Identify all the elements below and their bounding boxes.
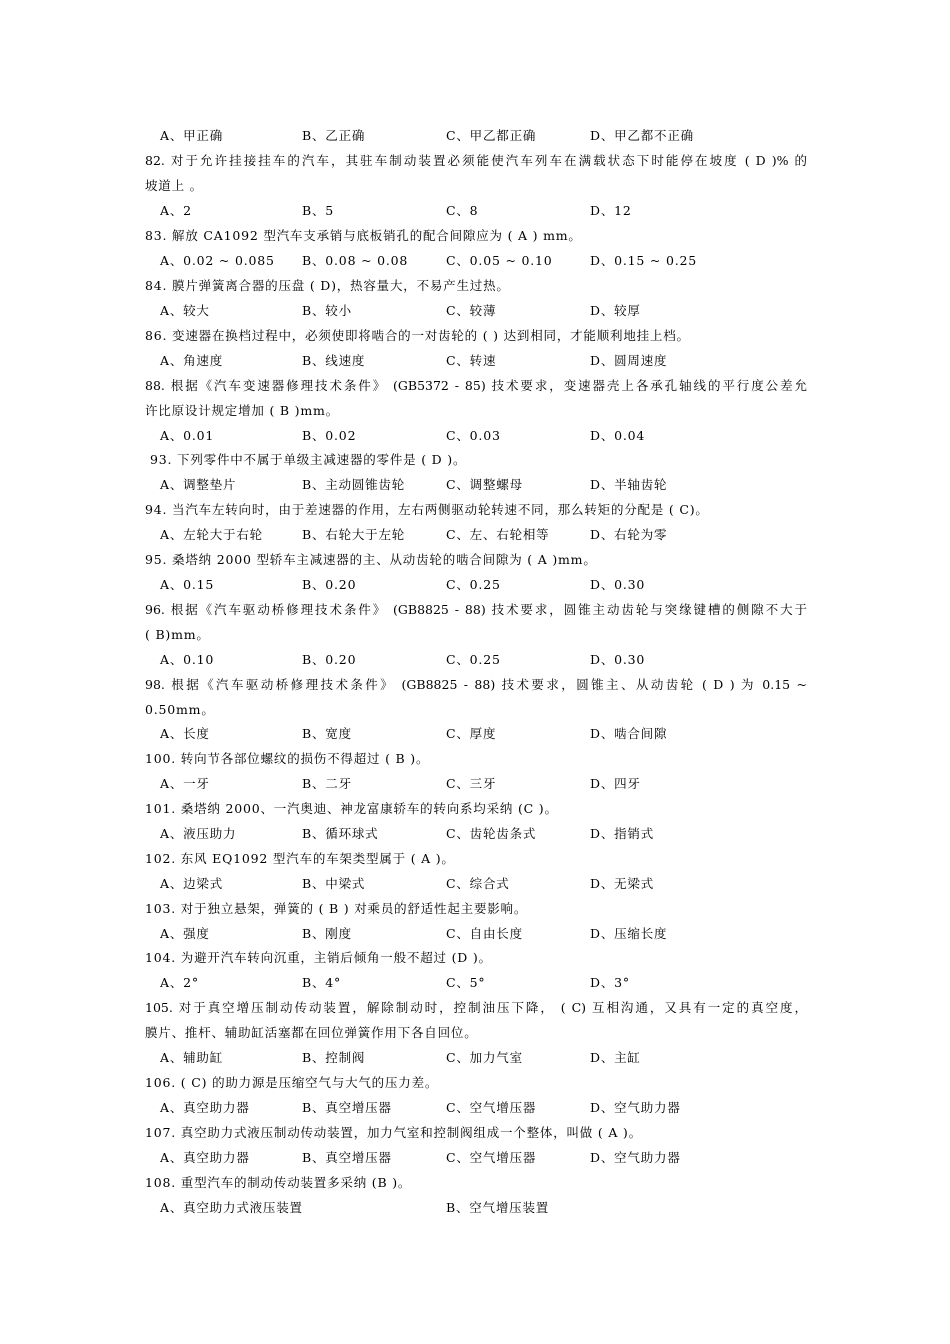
q101-stem-line-1 xyxy=(0,797,950,822)
q105-option-d: D、主缸 xyxy=(590,1050,641,1065)
q98-stem-continued: 0.50mm。 xyxy=(145,702,215,717)
q96-stem-line-1 xyxy=(0,598,950,623)
q88-stem-line-1 xyxy=(0,374,950,399)
q95-stem: 95. 桑塔纳 2000 型轿车主减速器的主、从动齿轮的啮合间隙为 ( A )mm。 xyxy=(145,552,597,567)
q86-option-c: C、转速 xyxy=(446,353,497,368)
q104-options xyxy=(0,971,950,996)
q105-stem-continued: 膜片、推杆、辅助缸活塞都在回位弹簧作用下各自回位。 xyxy=(145,1025,478,1040)
q94-options xyxy=(0,523,950,548)
q101-option-a: A、液压助力 xyxy=(160,826,237,841)
q105-stem-line-1 xyxy=(0,996,950,1021)
q88-option-a: A、0.01 xyxy=(160,428,215,443)
q102-options xyxy=(0,872,950,897)
q104-stem: 104. 为避开汽车转向沉重，主销后倾角一般不超过 (D )。 xyxy=(145,950,492,965)
q100-stem-line-1 xyxy=(0,747,950,772)
q82-option-a: A、2 xyxy=(160,203,192,218)
q88-stem-continued: 许比原设计规定增加 ( B )mm。 xyxy=(145,403,339,418)
q82-stem: 82. 对于允许挂接挂车的汽车，其驻车制动装置必须能使汽车列车在满载状态下时能停在坡度 ( D )% 的 xyxy=(145,153,807,168)
q108-options xyxy=(0,1196,950,1221)
q107-option-a: A、真空助力器 xyxy=(160,1150,250,1165)
q106-option-b: B、真空增压器 xyxy=(302,1100,392,1115)
q107-option-c: C、空气增压器 xyxy=(446,1150,537,1165)
q101-stem: 101. 桑塔纳 2000、一汽奥迪、神龙富康轿车的转向系均采纳 (C )。 xyxy=(145,801,558,816)
q106-option-c: C、空气增压器 xyxy=(446,1100,537,1115)
q102-option-d: D、无梁式 xyxy=(590,876,655,891)
q96-options xyxy=(0,648,950,673)
q88-stem-line-2 xyxy=(0,399,950,424)
q102-option-b: B、中梁式 xyxy=(302,876,366,891)
q84-stem: 84. 膜片弹簧离合器的压盘 ( D)，热容量大，不易产生过热。 xyxy=(145,278,510,293)
q94-stem-line-1 xyxy=(0,498,950,523)
q103-option-a: A、强度 xyxy=(160,926,210,941)
q98-stem-line-1 xyxy=(0,673,950,698)
q94-stem: 94. 当汽车左转向时，由于差速器的作用，左右两侧驱动轮转速不同，那么转矩的分配是 ( C)。 xyxy=(145,502,709,517)
q106-option-d: D、空气助力器 xyxy=(590,1100,681,1115)
q95-option-c: C、0.25 xyxy=(446,577,501,592)
q95-options xyxy=(0,573,950,598)
q105-option-b: B、控制阀 xyxy=(302,1050,366,1065)
q82-stem-line-2 xyxy=(0,174,950,199)
q107-options xyxy=(0,1146,950,1171)
q93-option-d: D、半轴齿轮 xyxy=(590,477,668,492)
q96-option-c: C、0.25 xyxy=(446,652,501,667)
q96-option-a: A、0.10 xyxy=(160,652,215,667)
q83-option-a: A、0.02 ~ 0.085 xyxy=(160,253,275,268)
q88-option-c: C、0.03 xyxy=(446,428,501,443)
q82-option-d: D、12 xyxy=(590,203,632,218)
q84-option-c: C、较薄 xyxy=(446,303,497,318)
q86-stem: 86. 变速器在换档过程中，必须使即将啮合的一对齿轮的 ( ) 达到相同，才能顺利地挂上档。 xyxy=(145,328,690,343)
q100-option-d: D、四牙 xyxy=(590,776,641,791)
q94-option-a: A、左轮大于右轮 xyxy=(160,527,263,542)
q107-option-b: B、真空增压器 xyxy=(302,1150,392,1165)
q86-option-a: A、角速度 xyxy=(160,353,224,368)
q103-stem-line-1 xyxy=(0,897,950,922)
q86-options xyxy=(0,349,950,374)
q98-option-d: D、啮合间隙 xyxy=(590,726,668,741)
q103-stem: 103. 对于独立悬架，弹簧的 ( B ) 对乘员的舒适性起主要影响。 xyxy=(145,901,528,916)
q82-stem-line-1 xyxy=(0,149,950,174)
q102-option-a: A、边梁式 xyxy=(160,876,224,891)
q96-stem: 96. 根据《汽车驱动桥修理技术条件》 (GB8825 - 88) 技术要求，圆锥主动齿轮与突缘键槽的侧隙不大于 xyxy=(145,602,807,617)
q101-options xyxy=(0,822,950,847)
q105-stem: 105. 对于真空增压制动传动装置，解除制动时，控制油压下降， ( C) 互相沟通，又具有一定的真空度， xyxy=(145,1000,807,1015)
q86-option-b: B、线速度 xyxy=(302,353,366,368)
q108-option-b: B、空气增压装置 xyxy=(446,1200,550,1215)
q81-option-b: B、乙正确 xyxy=(302,128,366,143)
q93-stem-line-1 xyxy=(0,448,950,473)
q104-stem-line-1 xyxy=(0,946,950,971)
q82-option-b: B、5 xyxy=(302,203,335,218)
q103-option-b: B、刚度 xyxy=(302,926,352,941)
q81-option-c: C、甲乙都正确 xyxy=(446,128,537,143)
q98-option-c: C、厚度 xyxy=(446,726,497,741)
q94-option-d: D、右轮为零 xyxy=(590,527,668,542)
q108-stem-line-1 xyxy=(0,1171,950,1196)
q82-options xyxy=(0,199,950,224)
q82-stem-continued: 坡道上 。 xyxy=(145,178,203,193)
q103-option-c: C、自由长度 xyxy=(446,926,523,941)
q93-option-c: C、调整螺母 xyxy=(446,477,523,492)
q83-option-b: B、0.08 ~ 0.08 xyxy=(302,253,409,268)
q98-options xyxy=(0,722,950,747)
q107-stem: 107. 真空助力式液压制动传动装置，加力气室和控制阀组成一个整体，叫做 ( A )。 xyxy=(145,1125,642,1140)
q104-option-b: B、4° xyxy=(302,975,342,990)
q81-option-a: A、甲正确 xyxy=(160,128,224,143)
q95-option-a: A、0.15 xyxy=(160,577,215,592)
q107-option-d: D、空气助力器 xyxy=(590,1150,681,1165)
q93-options xyxy=(0,473,950,498)
q98-stem: 98. 根据《汽车驱动桥修理技术条件》 (GB8825 - 88) 技术要求，圆锥主、从动齿轮 ( D ) 为 0.15 ~ xyxy=(145,677,807,692)
q100-option-c: C、三牙 xyxy=(446,776,497,791)
q84-options xyxy=(0,299,950,324)
q88-options xyxy=(0,424,950,449)
q84-stem-line-1 xyxy=(0,274,950,299)
q93-option-a: A、调整垫片 xyxy=(160,477,237,492)
q84-option-a: A、较大 xyxy=(160,303,210,318)
q94-option-c: C、左、右轮相等 xyxy=(446,527,550,542)
q88-stem: 88. 根据《汽车变速器修理技术条件》 (GB5372 - 85) 技术要求，变速器壳上各承孔轴线的平行度公差允 xyxy=(145,378,807,393)
q106-options xyxy=(0,1096,950,1121)
q93-stem: 93. 下列零件中不属于单级主减速器的零件是 ( D )。 xyxy=(150,452,467,467)
q94-option-b: B、右轮大于左轮 xyxy=(302,527,406,542)
q100-option-a: A、一牙 xyxy=(160,776,210,791)
q105-option-c: C、加力气室 xyxy=(446,1050,523,1065)
q84-option-b: B、较小 xyxy=(302,303,352,318)
q88-option-b: B、0.02 xyxy=(302,428,357,443)
q82-option-c: C、8 xyxy=(446,203,479,218)
q86-stem-line-1 xyxy=(0,324,950,349)
q105-options xyxy=(0,1046,950,1071)
q95-option-b: B、0.20 xyxy=(302,577,357,592)
q106-option-a: A、真空助力器 xyxy=(160,1100,250,1115)
q107-stem-line-1 xyxy=(0,1121,950,1146)
q102-option-c: C、综合式 xyxy=(446,876,510,891)
q106-stem-line-1 xyxy=(0,1071,950,1096)
q96-option-b: B、0.20 xyxy=(302,652,357,667)
q98-option-b: B、宽度 xyxy=(302,726,352,741)
q93-option-b: B、主动圆锥齿轮 xyxy=(302,477,406,492)
q98-stem-line-2 xyxy=(0,698,950,723)
q86-option-d: D、圆周速度 xyxy=(590,353,668,368)
q83-stem: 83. 解放 CA1092 型汽车支承销与底板销孔的配合间隙应为 ( A ) mm。 xyxy=(145,228,582,243)
q105-option-a: A、辅助缸 xyxy=(160,1050,224,1065)
q83-options xyxy=(0,249,950,274)
q100-option-b: B、二牙 xyxy=(302,776,352,791)
q98-option-a: A、长度 xyxy=(160,726,210,741)
q108-option-a: A、真空助力式液压装置 xyxy=(160,1200,303,1215)
q103-option-d: D、压缩长度 xyxy=(590,926,668,941)
q104-option-c: C、5° xyxy=(446,975,486,990)
q105-stem-line-2 xyxy=(0,1021,950,1046)
q100-stem: 100. 转向节各部位螺纹的损伤不得超过 ( B )。 xyxy=(145,751,430,766)
q83-stem-line-1 xyxy=(0,224,950,249)
q100-options xyxy=(0,772,950,797)
q84-option-d: D、较厚 xyxy=(590,303,641,318)
q106-stem: 106. ( C) 的助力源是压缩空气与大气的压力差。 xyxy=(145,1075,439,1090)
q101-option-d: D、指销式 xyxy=(590,826,655,841)
q108-stem: 108. 重型汽车的制动传动装置多采纳 (B )。 xyxy=(145,1175,412,1190)
q95-stem-line-1 xyxy=(0,548,950,573)
q81-options xyxy=(0,124,950,149)
q83-option-d: D、0.15 ~ 0.25 xyxy=(590,253,698,268)
q104-option-d: D、3° xyxy=(590,975,630,990)
q101-option-b: B、循环球式 xyxy=(302,826,379,841)
q83-option-c: C、0.05 ~ 0.10 xyxy=(446,253,553,268)
q96-option-d: D、0.30 xyxy=(590,652,646,667)
q104-option-a: A、2° xyxy=(160,975,199,990)
q96-stem-continued: ( B)mm。 xyxy=(145,627,210,642)
q96-stem-line-2 xyxy=(0,623,950,648)
q102-stem: 102. 东风 EQ1092 型汽车的车架类型属于 ( A )。 xyxy=(145,851,455,866)
q102-stem-line-1 xyxy=(0,847,950,872)
q88-option-d: D、0.04 xyxy=(590,428,646,443)
q95-option-d: D、0.30 xyxy=(590,577,646,592)
q81-option-d: D、甲乙都不正确 xyxy=(590,128,694,143)
q103-options xyxy=(0,922,950,947)
q101-option-c: C、齿轮齿条式 xyxy=(446,826,537,841)
